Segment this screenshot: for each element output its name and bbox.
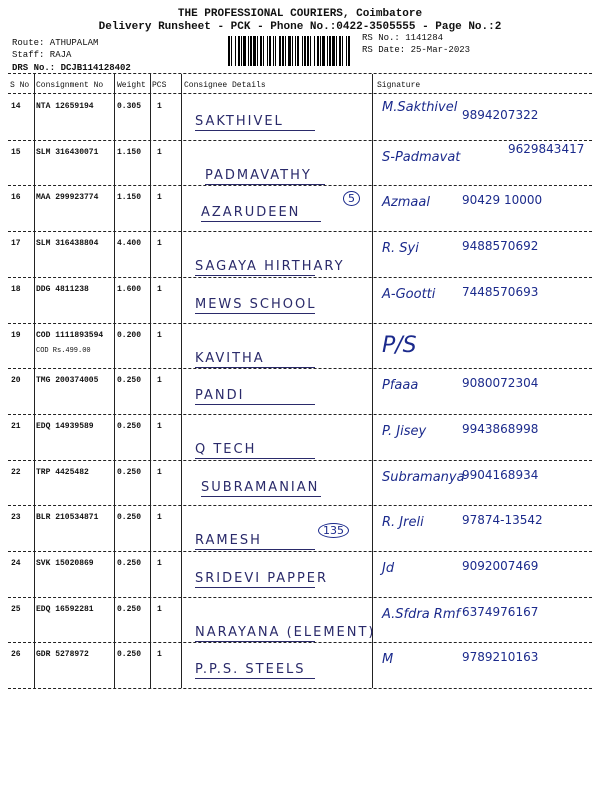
col-consignee: Consignee Details <box>184 81 266 90</box>
row-pcs: 1 <box>157 376 162 386</box>
row-circled-note: 5 <box>343 191 360 206</box>
row-consignee-name: P.P.S. STEELS <box>195 662 306 678</box>
row-consignee-name: PADMAVATHY <box>205 167 312 183</box>
row-divider <box>8 368 592 369</box>
name-underline <box>201 221 321 222</box>
row-pcs: 1 <box>157 284 162 294</box>
row-consignment-no: SLM 316430071 <box>36 147 99 157</box>
row-sno: 25 <box>11 604 21 614</box>
row-phone: 9904168934 <box>462 467 539 482</box>
name-underline <box>195 587 315 588</box>
row-phone: 97874-13542 <box>462 513 543 528</box>
row-sno: 16 <box>11 193 21 203</box>
row-consignment-no: DDG 4811238 <box>36 284 89 294</box>
row-consignee-name: AZARUDEEN <box>201 205 301 221</box>
row-pcs: 1 <box>157 513 162 523</box>
col-weight: Weight <box>117 81 146 90</box>
row-consignee-name: SRIDEVI PAPPER <box>195 571 329 586</box>
row-sno: 24 <box>11 559 21 568</box>
row-sno: 21 <box>11 421 21 431</box>
row-pcs: 1 <box>157 421 162 431</box>
row-consignment-no: SLM 316438804 <box>36 239 99 249</box>
name-underline <box>201 496 321 497</box>
row-cod-amount: COD Rs.499.00 <box>36 346 91 355</box>
row-divider <box>8 140 592 141</box>
row-weight: 1.150 <box>117 147 142 157</box>
row-phone: 9080072304 <box>462 376 539 391</box>
row-consignment-no: TRP 4425482 <box>36 467 89 477</box>
row-pcs: 1 <box>157 650 162 660</box>
row-pcs: 1 <box>157 239 162 249</box>
row-pcs: 1 <box>157 559 162 568</box>
row-weight: 1.600 <box>117 284 142 294</box>
row-signature: P/S <box>382 332 417 358</box>
row-signature: Jd <box>382 561 395 576</box>
row-phone: 9629843417 <box>508 141 585 156</box>
row-divider <box>8 642 592 643</box>
row-consignment-no: GDR 5278972 <box>36 650 89 660</box>
row-phone: 9943868998 <box>462 421 539 436</box>
row-divider <box>8 231 592 232</box>
row-weight: 0.250 <box>117 559 142 568</box>
row-consignee-name: RAMESH <box>195 533 262 549</box>
row-signature: S-Padmavat <box>382 149 461 165</box>
row-consignment-no: COD 1111893594 <box>36 330 104 340</box>
row-divider <box>8 323 592 324</box>
row-consignee-name: SAKTHIVEL <box>195 114 284 129</box>
row-sno: 15 <box>11 147 21 157</box>
row-pcs: 1 <box>157 330 162 340</box>
row-divider <box>8 551 592 552</box>
row-signature: Subramanya <box>382 469 465 485</box>
row-phone: 7448570693 <box>462 284 539 299</box>
col-pcs: PCS <box>152 81 167 90</box>
col-consignment: Consignment No <box>36 81 104 90</box>
row-signature: A-Gootti <box>382 286 436 302</box>
row-divider <box>8 460 592 461</box>
name-underline <box>195 678 315 679</box>
row-weight: 0.250 <box>117 376 142 386</box>
row-sno: 17 <box>11 239 21 249</box>
row-phone: 9488570692 <box>462 239 539 254</box>
row-phone: 9894207322 <box>462 108 539 122</box>
row-weight: 0.250 <box>117 650 142 660</box>
row-divider <box>8 688 592 689</box>
row-weight: 0.200 <box>117 330 142 340</box>
divider <box>8 73 592 74</box>
row-consignee-name: PANDI <box>195 388 245 404</box>
drs-number: DRS No.: DCJB114128402 <box>12 63 131 73</box>
row-divider <box>8 414 592 415</box>
row-pcs: 1 <box>157 147 162 157</box>
col-signature: Signature <box>377 81 421 90</box>
row-divider <box>8 185 592 186</box>
row-sno: 20 <box>11 376 21 386</box>
row-sno: 22 <box>11 467 21 477</box>
row-signature: R. Jreli <box>382 515 424 531</box>
row-consignment-no: EDQ 16592281 <box>36 604 94 614</box>
row-phone: 6374976167 <box>462 604 539 619</box>
row-weight: 0.250 <box>117 604 142 614</box>
row-circled-note: 135 <box>318 523 349 538</box>
row-signature: R. Syi <box>382 241 419 257</box>
row-consignee-name: KAVITHA <box>195 350 265 366</box>
row-sno: 26 <box>11 650 21 660</box>
row-consignment-no: EDQ 14939589 <box>36 421 94 431</box>
staff: Staff: RAJA <box>12 50 72 60</box>
rs-number: RS No.: 1141284 <box>362 33 444 43</box>
row-consignment-no: BLR 210534871 <box>36 513 99 523</box>
row-sno: 23 <box>11 513 21 523</box>
row-signature: Pfaaa <box>382 378 419 394</box>
row-consignee-name: MEWS SCHOOL <box>195 296 317 312</box>
row-divider <box>8 277 592 278</box>
name-underline <box>195 313 315 314</box>
row-weight: 4.400 <box>117 239 142 249</box>
row-weight: 0.250 <box>117 467 142 477</box>
row-signature: Azmaal <box>382 195 430 211</box>
row-consignment-no: NTA 12659194 <box>36 102 94 111</box>
row-sno: 19 <box>11 330 21 340</box>
row-sno: 14 <box>11 102 21 111</box>
row-divider <box>8 505 592 506</box>
row-weight: 0.305 <box>117 102 142 111</box>
row-pcs: 1 <box>157 193 162 203</box>
barcode <box>228 36 352 66</box>
row-phone: 90429 10000 <box>462 193 543 208</box>
row-sno: 18 <box>11 284 21 294</box>
row-pcs: 1 <box>157 467 162 477</box>
row-pcs: 1 <box>157 604 162 614</box>
name-underline <box>195 404 315 405</box>
row-consignment-no: TMG 200374005 <box>36 376 99 386</box>
row-signature: M.Sakthivel <box>382 100 458 115</box>
row-consignment-no: SVK 15020869 <box>36 559 94 568</box>
row-consignment-no: MAA 299923774 <box>36 193 99 203</box>
row-signature: M <box>382 652 394 668</box>
col-sno: S No <box>10 81 30 90</box>
row-signature: P. Jisey <box>382 423 427 439</box>
company-title: THE PROFESSIONAL COURIERS, Coimbatore <box>177 8 423 20</box>
route: Route: ATHUPALAM <box>12 38 99 48</box>
row-consignee-name: NARAYANA (ELEMENT) <box>195 624 376 640</box>
row-consignee-name: SAGAYA HIRTHARY <box>195 259 345 275</box>
runsheet-subtitle: Delivery Runsheet - PCK - Phone No.:0422-3505555 - Page No.:2 <box>98 21 502 33</box>
row-phone: 9092007469 <box>462 559 539 573</box>
divider <box>8 93 592 94</box>
name-underline <box>195 130 315 131</box>
row-weight: 1.150 <box>117 193 142 203</box>
row-consignee-name: SUBRAMANIAN <box>201 479 320 495</box>
rs-date: RS Date: 25-Mar-2023 <box>362 45 471 55</box>
row-weight: 0.250 <box>117 513 142 523</box>
row-divider <box>8 597 592 598</box>
row-consignee-name: Q TECH <box>195 441 257 457</box>
row-pcs: 1 <box>157 102 162 111</box>
row-signature: A.Sfdra Rmf <box>382 606 461 622</box>
row-weight: 0.250 <box>117 421 142 431</box>
row-phone: 9789210163 <box>462 650 539 665</box>
